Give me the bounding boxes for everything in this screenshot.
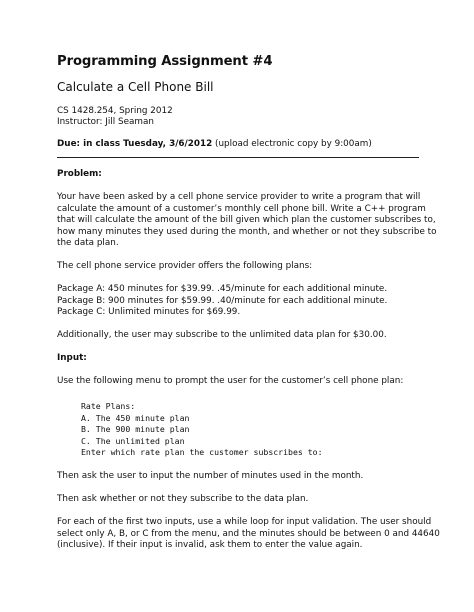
package-item: Package B: 900 minutes for $59.99. .40/minute for each additional minute. xyxy=(57,295,388,306)
course-line: CS 1428.254, Spring 2012 xyxy=(57,106,173,116)
due-note: (upload electronic copy by 9:00am) xyxy=(212,139,372,149)
problem-line: how many minutes they used during the month, and whether or not they subscribe to xyxy=(57,226,437,237)
problem-line: the data plan. xyxy=(57,238,119,249)
ask-data-plan-text: Then ask whether or not they subscribe to the data plan. xyxy=(57,494,309,504)
package-item: Package A: 450 minutes for $39.99. .45/minute for each additional minute. xyxy=(57,284,388,294)
validation-line: For each of the first two inputs, use a while loop for input validation. The user should xyxy=(57,517,432,527)
menu-line: A. The 450 minute plan xyxy=(81,412,190,423)
validation-line: (inclusive). If their input is invalid, ask them to enter the value again. xyxy=(57,540,363,551)
menu-line: Enter which rate plan the customer subscribes to: xyxy=(81,447,323,457)
due-date-line xyxy=(57,139,372,151)
assignment-title: Programming Assignment #4 xyxy=(57,54,273,69)
problem-description xyxy=(57,192,437,250)
menu-line: Rate Plans: xyxy=(81,401,136,411)
problem-line: Your have been asked by a cell phone service provider to write a program that will xyxy=(57,192,421,202)
menu-intro: Use the following menu to prompt the user for the customer’s cell phone plan: xyxy=(57,376,404,386)
ask-minutes-text: Then ask the user to input the number of minutes used in the month. xyxy=(57,471,364,481)
assignment-subtitle: Calculate a Cell Phone Bill xyxy=(57,80,214,94)
instructor-line: Instructor: Jill Seaman xyxy=(57,117,154,127)
plans-intro: The cell phone service provider offers the following plans: xyxy=(57,261,313,271)
menu-line: C. The unlimited plan xyxy=(81,435,185,446)
problem-line: that will calculate the amount of the bill given which plan the customer subscribes to, xyxy=(57,215,436,226)
menu-line: B. The 900 minute plan xyxy=(81,424,190,434)
data-plan-note: Additionally, the user may subscribe to the unlimited data plan for $30.00. xyxy=(57,330,387,340)
problem-heading: Problem: xyxy=(57,169,102,179)
rate-plan-menu xyxy=(81,401,323,459)
input-heading: Input: xyxy=(57,353,87,363)
problem-line: calculate the amount of a customer’s monthly cell phone bill. Write a C++ program xyxy=(57,203,426,214)
validation-line: select only A, B, or C from the menu, and the minutes should be between 0 and 44640 xyxy=(57,528,440,539)
section-divider xyxy=(57,157,419,158)
validation-text xyxy=(57,517,440,552)
due-date: Due: in class Tuesday, 3/6/2012 xyxy=(57,139,213,149)
package-item: Package C: Unlimited minutes for $69.99. xyxy=(57,307,241,318)
package-list xyxy=(57,284,419,319)
